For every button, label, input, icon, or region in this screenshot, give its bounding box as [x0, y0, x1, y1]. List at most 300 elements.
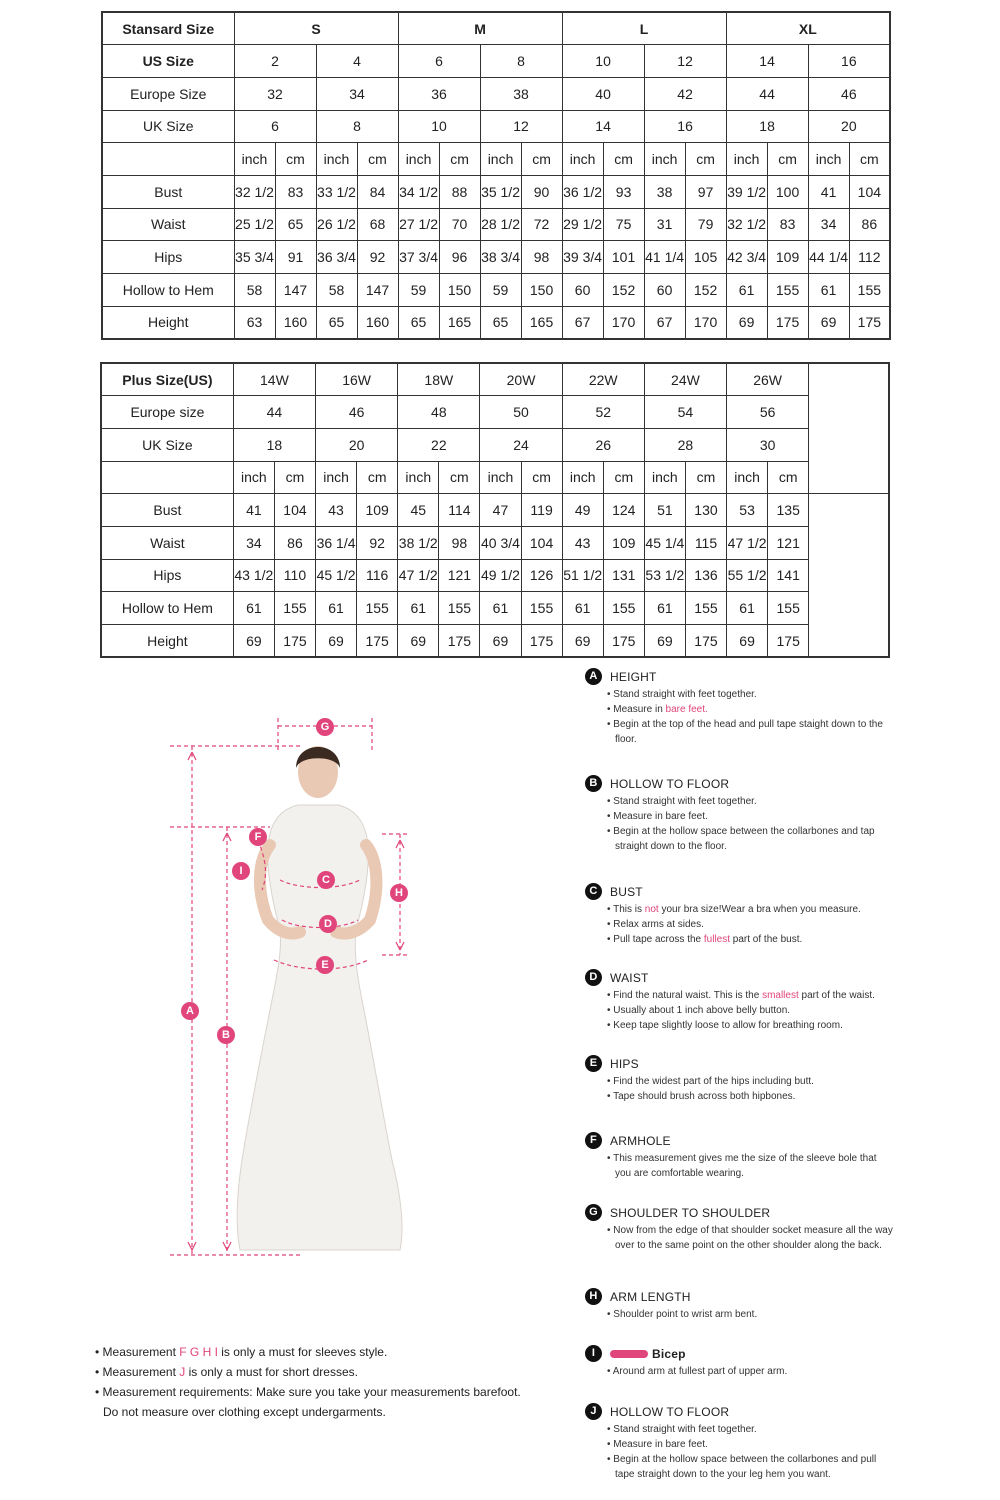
- guide-hollow-to-floor-j: [585, 1403, 895, 1482]
- guide-hips: [585, 1055, 895, 1104]
- table-cell: 32 1/2: [234, 175, 275, 208]
- table-cell: 10: [398, 110, 480, 143]
- note-text: Measurement requirements: Make sure you take your measurements barefoot.: [102, 1385, 521, 1399]
- unit-row: [101, 461, 889, 494]
- table-cell: 70: [439, 208, 480, 241]
- table-cell: 4: [316, 45, 398, 78]
- standard-size-table: [101, 11, 891, 340]
- table-cell: 18: [726, 110, 808, 143]
- table-cell: 40: [562, 77, 644, 110]
- table-cell: 51 1/2: [562, 559, 603, 592]
- guide-title: HOLLOW TO FLOOR: [610, 776, 730, 791]
- table-cell: 160: [357, 306, 398, 339]
- guide-title: HEIGHT: [610, 669, 657, 684]
- table-cell: 90: [521, 175, 562, 208]
- badge-b: B: [217, 1026, 235, 1044]
- row-label: Hollow to Hem: [102, 274, 234, 307]
- table-cell: 65: [480, 306, 521, 339]
- table-cell: 119: [521, 494, 562, 527]
- table-cell: 44 1/4: [808, 241, 849, 274]
- table-cell: 136: [685, 559, 726, 592]
- table-cell: 98: [521, 241, 562, 274]
- table-cell: 72: [521, 208, 562, 241]
- table-cell: 14: [562, 110, 644, 143]
- badge-i: I: [232, 862, 250, 880]
- table-cell: 131: [603, 559, 644, 592]
- table-cell: 115: [685, 526, 726, 559]
- unit-cell: cm: [603, 461, 644, 494]
- table-cell: 52: [562, 396, 644, 429]
- guide-highlight: fullest: [703, 934, 731, 945]
- table-cell: 121: [439, 559, 480, 592]
- guide-title: ARMHOLE: [610, 1133, 671, 1148]
- table-cell: 175: [521, 625, 562, 658]
- badge-e: E: [316, 956, 334, 974]
- guide-title: WAIST: [610, 970, 649, 985]
- table-row: [101, 592, 889, 625]
- table-cell: 175: [357, 625, 398, 658]
- table-cell: 39 1/2: [726, 175, 767, 208]
- unit-cell: cm: [439, 461, 480, 494]
- unit-cell: cm: [357, 143, 398, 176]
- row-label: Height: [102, 306, 234, 339]
- table-cell: 67: [562, 306, 603, 339]
- table-cell: 44: [233, 396, 315, 429]
- table-cell: 101: [603, 241, 644, 274]
- badge-d: D: [319, 915, 337, 933]
- table-cell: 34: [233, 526, 274, 559]
- table-cell: 47 1/2: [398, 559, 439, 592]
- note-highlight: J: [179, 1365, 186, 1379]
- badge-g: G: [316, 718, 334, 736]
- table-cell: 44: [726, 77, 808, 110]
- table-cell: 32: [234, 77, 316, 110]
- guide-highlight: smallest: [762, 990, 799, 1001]
- unit-cell: cm: [521, 461, 562, 494]
- table-cell: 175: [685, 625, 726, 658]
- table-cell: 88: [439, 175, 480, 208]
- guide-line: • Measure in bare feet.: [607, 1437, 895, 1452]
- table-cell: 175: [603, 625, 644, 658]
- guide-shoulder: [585, 1204, 895, 1253]
- letter-badge: J: [585, 1403, 602, 1420]
- table-cell: 150: [439, 274, 480, 307]
- letter-badge: H: [585, 1288, 602, 1305]
- table-cell: 79: [685, 208, 726, 241]
- table-cell: 43 1/2: [233, 559, 274, 592]
- table-cell: 75: [603, 208, 644, 241]
- table-cell: 43: [562, 526, 603, 559]
- unit-cell: inch: [480, 143, 521, 176]
- table-cell: 34: [316, 77, 398, 110]
- table-cell: 109: [357, 494, 398, 527]
- europe-size-row: [102, 77, 890, 110]
- table-cell: 26: [562, 428, 644, 461]
- table-cell: 26 1/2: [316, 208, 357, 241]
- note-text: Do not measure over clothing except undergarments.: [103, 1405, 386, 1419]
- table-header-row: [102, 12, 890, 45]
- table-cell: 61: [644, 592, 685, 625]
- table-cell: 97: [685, 175, 726, 208]
- table-cell: 104: [849, 175, 890, 208]
- table-cell: 86: [274, 526, 315, 559]
- size-l-header: L: [562, 12, 726, 45]
- table-cell: 121: [768, 526, 809, 559]
- unit-cell: cm: [603, 143, 644, 176]
- row-label: Hips: [101, 559, 233, 592]
- table-cell: 170: [685, 306, 726, 339]
- table-cell: 155: [521, 592, 562, 625]
- guide-line: • Relax arms at sides.: [607, 917, 895, 932]
- table-cell: 92: [357, 526, 398, 559]
- table-cell: 30: [727, 428, 809, 461]
- guide-line: • Around arm at fullest part of upper arm.: [607, 1364, 895, 1379]
- plus-size-header: 14W: [233, 363, 315, 396]
- unit-row: [102, 143, 890, 176]
- table-header-cell: Plus Size(US): [101, 363, 233, 396]
- table-cell: 16: [808, 45, 890, 78]
- table-cell: 38: [644, 175, 685, 208]
- unit-cell: cm: [439, 143, 480, 176]
- size-s-header: S: [234, 12, 398, 45]
- table-cell: 96: [439, 241, 480, 274]
- unit-cell: inch: [234, 143, 275, 176]
- table-cell: 49 1/2: [480, 559, 521, 592]
- table-row: [101, 526, 889, 559]
- table-cell: 33 1/2: [316, 175, 357, 208]
- guide-title: SHOULDER TO SHOULDER: [610, 1205, 771, 1220]
- note-item: • Measurement requirements: Make sure you take your measurements barefoot.: [95, 1385, 521, 1399]
- table-cell: 58: [316, 274, 357, 307]
- table-cell: 6: [398, 45, 480, 78]
- guide-line: • Usually about 1 inch above belly button.: [607, 1003, 895, 1018]
- table-cell: 152: [685, 274, 726, 307]
- table-cell: 31: [644, 208, 685, 241]
- table-cell: 47: [480, 494, 521, 527]
- table-cell: 49: [562, 494, 603, 527]
- table-cell: 155: [357, 592, 398, 625]
- table-cell: 175: [768, 625, 809, 658]
- table-row: [102, 175, 890, 208]
- guide-arm-length: [585, 1288, 895, 1322]
- table-cell: 93: [603, 175, 644, 208]
- table-cell: 45: [398, 494, 439, 527]
- row-label: Europe Size: [102, 77, 234, 110]
- table-cell: 175: [767, 306, 808, 339]
- table-cell: 35 1/2: [480, 175, 521, 208]
- badge-f: F: [249, 828, 267, 846]
- table-cell: 130: [685, 494, 726, 527]
- table-cell: 39 3/4: [562, 241, 603, 274]
- table-cell: 152: [603, 274, 644, 307]
- table-cell: 10: [562, 45, 644, 78]
- table-row: [101, 559, 889, 592]
- unit-cell: inch: [726, 143, 767, 176]
- unit-cell: inch: [398, 461, 439, 494]
- row-label: Hips: [102, 241, 234, 274]
- table-cell: 69: [644, 625, 685, 658]
- table-cell: 55 1/2: [727, 559, 768, 592]
- table-cell: 18: [233, 428, 315, 461]
- table-cell: 16: [644, 110, 726, 143]
- table-cell: 61: [316, 592, 357, 625]
- unit-cell: inch: [480, 461, 521, 494]
- unit-cell: cm: [685, 143, 726, 176]
- table-cell: 126: [521, 559, 562, 592]
- unit-cell: inch: [233, 461, 274, 494]
- dress-illustration: [150, 710, 450, 1270]
- guide-line: • Tape should brush across both hipbones.: [607, 1089, 895, 1104]
- table-cell: 155: [685, 592, 726, 625]
- table-cell: 37 3/4: [398, 241, 439, 274]
- unit-cell: cm: [357, 461, 398, 494]
- table-cell: 61: [808, 274, 849, 307]
- unit-cell: inch: [316, 143, 357, 176]
- table-header-cell: Stansard Size: [102, 12, 234, 45]
- uk-size-row: [102, 110, 890, 143]
- guide-text: Find the natural waist. This is the: [613, 990, 763, 1001]
- size-m-header: M: [398, 12, 562, 45]
- table-cell: 60: [562, 274, 603, 307]
- table-row: [101, 625, 889, 658]
- table-cell: 110: [274, 559, 315, 592]
- guide-line: [607, 702, 895, 717]
- guide-line: [607, 902, 895, 917]
- row-label: Hollow to Hem: [101, 592, 233, 625]
- guide-height: [585, 668, 895, 747]
- table-row: [102, 208, 890, 241]
- table-cell: 69: [480, 625, 521, 658]
- unit-cell: inch: [727, 461, 768, 494]
- table-cell: 155: [439, 592, 480, 625]
- table-cell: 175: [849, 306, 890, 339]
- table-cell: 61: [233, 592, 274, 625]
- table-cell: 86: [849, 208, 890, 241]
- unit-cell: cm: [685, 461, 726, 494]
- table-row: [101, 494, 889, 527]
- table-cell: 109: [603, 526, 644, 559]
- note-text: Measurement: [102, 1365, 180, 1379]
- row-label: Bust: [102, 175, 234, 208]
- table-cell: 38: [480, 77, 562, 110]
- row-label: UK Size: [101, 428, 233, 461]
- letter-badge: I: [585, 1345, 602, 1362]
- table-cell: 84: [357, 175, 398, 208]
- table-cell: 50: [480, 396, 562, 429]
- table-cell: 160: [275, 306, 316, 339]
- table-cell: 105: [685, 241, 726, 274]
- guide-bust: [585, 883, 895, 947]
- table-cell: 54: [644, 396, 726, 429]
- table-cell: 155: [603, 592, 644, 625]
- table-cell: 100: [767, 175, 808, 208]
- guide-title: BUST: [610, 884, 643, 899]
- table-cell: 112: [849, 241, 890, 274]
- table-cell: 20: [316, 428, 398, 461]
- unit-cell: cm: [275, 143, 316, 176]
- us-size-row: [102, 45, 890, 78]
- row-label: Waist: [101, 526, 233, 559]
- table-cell: 165: [521, 306, 562, 339]
- letter-badge: A: [585, 668, 602, 685]
- table-cell: 22: [398, 428, 480, 461]
- table-cell: 116: [357, 559, 398, 592]
- plus-size-header: 26W: [727, 363, 809, 396]
- guide-line: • Stand straight with feet together.: [607, 687, 895, 702]
- table-cell: 12: [480, 110, 562, 143]
- table-cell: 135: [768, 494, 809, 527]
- table-cell: 155: [274, 592, 315, 625]
- table-row: [102, 241, 890, 274]
- table-cell: 36 1/2: [562, 175, 603, 208]
- unit-cell: inch: [644, 461, 685, 494]
- note-item: • Measurement J is only a must for short dresses.: [95, 1365, 358, 1379]
- plus-size-table: [100, 362, 890, 658]
- table-cell: 67: [644, 306, 685, 339]
- table-cell: 155: [849, 274, 890, 307]
- table-cell: 41 1/4: [644, 241, 685, 274]
- table-header-row: [101, 363, 889, 396]
- guide-text: This is: [613, 904, 645, 915]
- europe-size-row: [101, 396, 889, 429]
- table-cell: 43: [316, 494, 357, 527]
- guide-title: HIPS: [610, 1056, 639, 1071]
- table-cell: 32 1/2: [726, 208, 767, 241]
- table-cell: 104: [274, 494, 315, 527]
- table-cell: 51: [644, 494, 685, 527]
- table-cell: 58: [234, 274, 275, 307]
- guide-line: • Find the widest part of the hips including butt.: [607, 1074, 895, 1089]
- table-cell: 53: [727, 494, 768, 527]
- note-text: Measurement: [102, 1345, 180, 1359]
- table-cell: 46: [808, 77, 890, 110]
- table-cell: 175: [439, 625, 480, 658]
- guide-waist: [585, 969, 895, 1033]
- table-cell: 65: [316, 306, 357, 339]
- table-cell: 69: [398, 625, 439, 658]
- table-cell: 83: [275, 175, 316, 208]
- unit-cell: cm: [849, 143, 890, 176]
- guide-hollow-to-floor: [585, 775, 895, 854]
- blank-column: [809, 363, 889, 494]
- table-cell: 104: [521, 526, 562, 559]
- badge-c: C: [317, 871, 335, 889]
- table-cell: 42: [644, 77, 726, 110]
- guide-line: [607, 988, 895, 1003]
- table-cell: 29 1/2: [562, 208, 603, 241]
- plus-size-header: 20W: [480, 363, 562, 396]
- badge-a: A: [181, 1002, 199, 1020]
- table-cell: 28: [644, 428, 726, 461]
- unit-cell: cm: [767, 143, 808, 176]
- table-cell: 63: [234, 306, 275, 339]
- measurement-figure: [150, 710, 450, 1270]
- uk-size-row: [101, 428, 889, 461]
- guide-line: • Begin at the top of the head and pull tape staight down to the floor.: [607, 717, 895, 747]
- table-cell: 155: [768, 592, 809, 625]
- table-cell: 53 1/2: [644, 559, 685, 592]
- table-cell: 61: [398, 592, 439, 625]
- guide-highlight: bare feet.: [665, 704, 708, 715]
- letter-badge: C: [585, 883, 602, 900]
- letter-badge: D: [585, 969, 602, 986]
- guide-title: HOLLOW TO FLOOR: [610, 1404, 730, 1419]
- guide-line: • Now from the edge of that shoulder socket measure all the way over to the same point on the other shoulder along the back.: [607, 1223, 895, 1253]
- table-cell: 147: [357, 274, 398, 307]
- table-cell: 69: [233, 625, 274, 658]
- unit-cell: inch: [644, 143, 685, 176]
- table-cell: 34: [808, 208, 849, 241]
- note-text: is only a must for sleeves style.: [217, 1345, 388, 1359]
- table-row: [102, 274, 890, 307]
- measurement-rows: [101, 494, 889, 657]
- letter-badge: F: [585, 1132, 602, 1149]
- note-highlight: F G H I: [179, 1345, 218, 1359]
- table-cell: 150: [521, 274, 562, 307]
- table-cell: 69: [808, 306, 849, 339]
- table-cell: 59: [398, 274, 439, 307]
- table-cell: 38 1/2: [398, 526, 439, 559]
- table-cell: 8: [316, 110, 398, 143]
- row-label: [101, 461, 233, 494]
- letter-badge: E: [585, 1055, 602, 1072]
- highlight-bar: [610, 1350, 648, 1358]
- guide-line: • Begin at the hollow space between the collarbones and tap straight down to the floor.: [607, 824, 895, 854]
- row-label: Height: [101, 625, 233, 658]
- table-cell: 155: [767, 274, 808, 307]
- table-cell: 47 1/2: [727, 526, 768, 559]
- table-cell: 92: [357, 241, 398, 274]
- table-cell: 109: [767, 241, 808, 274]
- table-cell: 2: [234, 45, 316, 78]
- plus-size-header: 16W: [316, 363, 398, 396]
- guide-bicep: [585, 1345, 895, 1379]
- guide-text: part of the bust.: [730, 934, 803, 945]
- table-cell: 61: [727, 592, 768, 625]
- table-cell: 40 3/4: [480, 526, 521, 559]
- table-cell: 175: [274, 625, 315, 658]
- table-cell: 69: [316, 625, 357, 658]
- table-cell: 45 1/2: [316, 559, 357, 592]
- row-label: Europe size: [101, 396, 233, 429]
- table-cell: 35 3/4: [234, 241, 275, 274]
- table-cell: 69: [562, 625, 603, 658]
- guide-line: • Measure in bare feet.: [607, 809, 895, 824]
- table-cell: 46: [316, 396, 398, 429]
- guide-text: your bra size!Wear a bra when you measure.: [658, 904, 861, 915]
- guide-text: Pull tape across the: [613, 934, 704, 945]
- plus-size-header: 18W: [398, 363, 480, 396]
- measurement-notes: [95, 1342, 525, 1422]
- unit-cell: inch: [808, 143, 849, 176]
- unit-cell: inch: [562, 143, 603, 176]
- guide-line: • This measurement gives me the size of the sleeve bole that you are comfortable wearing.: [607, 1151, 895, 1181]
- plus-size-header: 22W: [562, 363, 644, 396]
- row-label: Bust: [101, 494, 233, 527]
- table-cell: 38 3/4: [480, 241, 521, 274]
- table-cell: 42 3/4: [726, 241, 767, 274]
- guide-line: • Stand straight with feet together.: [607, 1422, 895, 1437]
- unit-cell: cm: [521, 143, 562, 176]
- table-cell: 61: [480, 592, 521, 625]
- guide-title: ARM LENGTH: [610, 1289, 691, 1304]
- table-cell: 83: [767, 208, 808, 241]
- table-cell: 65: [275, 208, 316, 241]
- unit-cell: cm: [274, 461, 315, 494]
- note-text: is only a must for short dresses.: [185, 1365, 358, 1379]
- table-cell: 41: [233, 494, 274, 527]
- table-cell: 27 1/2: [398, 208, 439, 241]
